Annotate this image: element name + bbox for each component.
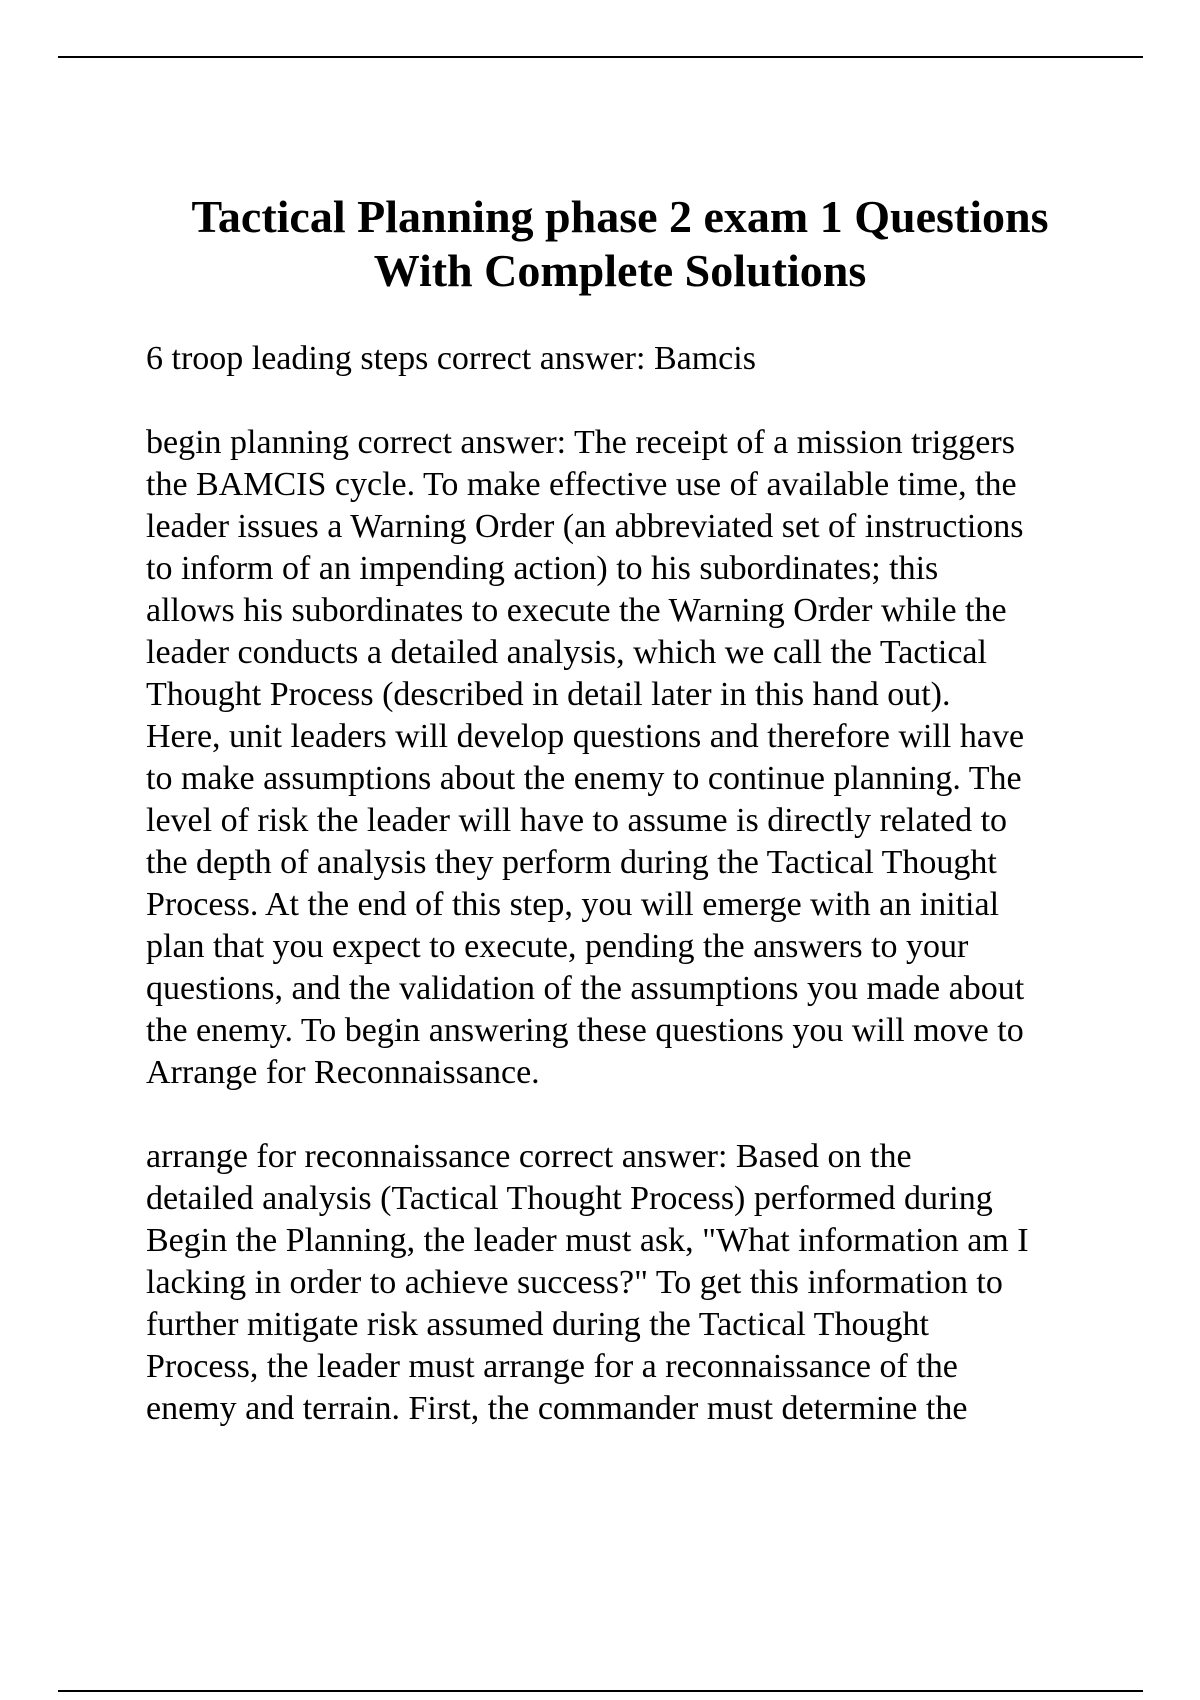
text-line: detailed analysis (Tactical Thought Process) performed during — [146, 1180, 993, 1217]
text-line: Here, unit leaders will develop questions and therefore will have — [146, 718, 1025, 755]
top-rule — [58, 56, 1143, 58]
text-line: Process, the leader must arrange for a reconnaissance of the — [146, 1348, 958, 1385]
text-line: Thought Process (described in detail later in this hand out). — [146, 676, 951, 713]
text-line: begin planning correct answer: The receipt of a mission triggers — [146, 424, 1015, 461]
text-line: leader issues a Warning Order (an abbreviated set of instructions — [146, 508, 1024, 545]
text-line: the enemy. To begin answering these questions you will move to — [146, 1012, 1024, 1049]
text-line: plan that you expect to execute, pending the answers to your — [146, 928, 969, 965]
qa-entry-arrange-for-reconnaissance — [146, 1136, 1146, 1430]
text-line: leader conducts a detailed analysis, which we call the Tactical — [146, 634, 987, 671]
text-line: allows his subordinates to execute the Warning Order while the — [146, 592, 1007, 629]
text-line: the BAMCIS cycle. To make effective use of available time, the — [146, 466, 1017, 503]
text-line: Process. At the end of this step, you will emerge with an initial — [146, 886, 1000, 923]
text-line: 6 troop leading steps correct answer: Bamcis — [146, 340, 756, 377]
text-line: enemy and terrain. First, the commander must determine the — [146, 1390, 968, 1427]
qa-entry-troop-leading-steps — [146, 338, 1146, 380]
document-title — [100, 190, 1140, 298]
text-line: Begin the Planning, the leader must ask, "What information am I — [146, 1222, 1029, 1259]
title-line-2: With Complete Solutions — [373, 245, 867, 296]
text-line: Arrange for Reconnaissance. — [146, 1054, 540, 1091]
text-line: the depth of analysis they perform during the Tactical Thought — [146, 844, 997, 881]
document-body — [146, 338, 1146, 1472]
text-line: to make assumptions about the enemy to continue planning. The — [146, 760, 1022, 797]
text-line: to inform of an impending action) to his subordinates; this — [146, 550, 939, 587]
text-line: level of risk the leader will have to assume is directly related to — [146, 802, 1008, 839]
text-line: arrange for reconnaissance correct answer: Based on the — [146, 1138, 912, 1175]
bottom-rule — [58, 1690, 1143, 1692]
text-line: further mitigate risk assumed during the Tactical Thought — [146, 1306, 929, 1343]
text-line: lacking in order to achieve success?" To get this information to — [146, 1264, 1003, 1301]
title-line-1: Tactical Planning phase 2 exam 1 Questions — [191, 191, 1049, 242]
text-line: questions, and the validation of the assumptions you made about — [146, 970, 1025, 1007]
qa-entry-begin-planning — [146, 422, 1146, 1094]
